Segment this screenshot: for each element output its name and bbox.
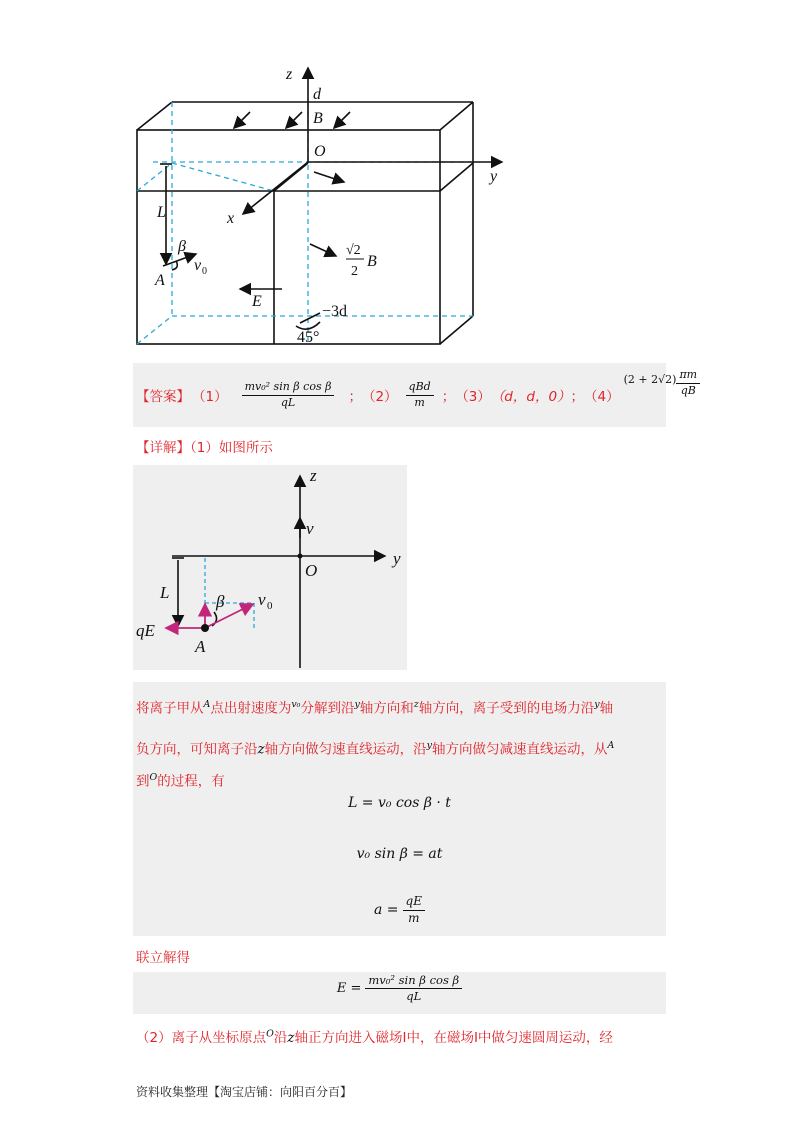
p3-var-O: O [149, 772, 158, 783]
p2-text-a: 负方向，可知离子沿 [136, 741, 258, 758]
fig2-label-v0: v [258, 590, 266, 609]
paragraph-line-1 [136, 688, 664, 726]
label-sqrt2: √2 [346, 243, 361, 258]
fig2-label-v0-sub: 0 [267, 600, 273, 612]
p1-var-y2: y [594, 699, 600, 710]
part2-text-a: （2）离子从坐标原点 [136, 1030, 267, 1046]
fig2-label-y: y [393, 549, 401, 568]
p1-var-z: z [413, 699, 419, 710]
answer-1-denominator: qL [280, 395, 296, 409]
answer-part4-label: （4） [584, 389, 620, 405]
answer-part2-label: （2） [361, 389, 398, 405]
answer-sep-1: ； [348, 389, 362, 405]
combine-equation-fraction [365, 974, 462, 1003]
part2-text-b: 沿 [273, 1030, 288, 1046]
answer-tag: 【答案】 [136, 389, 190, 405]
part2-text-c: 轴正方向进入磁场Ⅰ中，在磁场Ⅰ中做匀速圆周运动，经 [294, 1030, 613, 1046]
figure-1-box-diagram [125, 58, 515, 353]
answer-sep-2: ； [441, 389, 456, 405]
equation-1: L = v₀ cos β · t [348, 795, 451, 811]
answer-part3-label: （3） [455, 389, 491, 405]
p1-text-a: 将离子甲从 [136, 700, 204, 717]
label-A: A [155, 272, 165, 289]
answer-part1-label: （1） [192, 389, 228, 405]
equation-3-numerator: qE [403, 895, 425, 911]
answer-4-coefficient: (2 + 2√2) [623, 373, 677, 386]
equation-3 [133, 895, 666, 926]
label-v0: v [194, 257, 202, 274]
p2-var-A: A [607, 740, 615, 751]
paragraph-line-3 [136, 761, 225, 799]
combine-equation-lhs: E = [336, 981, 362, 997]
combine-equation-numerator: mv₀² sin β cos β [365, 974, 462, 989]
fig2-label-O: O [305, 561, 318, 580]
label-B: B [313, 110, 323, 127]
label-y: y [490, 168, 498, 185]
answer-4-denominator: qB [680, 383, 696, 397]
p1-text-d: 轴方向和 [359, 700, 414, 717]
part2-var-z: z [287, 1030, 295, 1046]
page-footer: 资料收集整理【淘宝店铺：向阳百分百】 [136, 1085, 353, 1099]
part2-line [136, 1026, 613, 1046]
equation-3-denominator: m [408, 910, 420, 925]
answer-4-fraction [676, 369, 700, 397]
label-E: E [252, 293, 262, 310]
answer-2-fraction [406, 381, 434, 409]
fig2-label-beta: β [216, 592, 225, 611]
answer-2-numerator: qBd [406, 381, 434, 396]
p3-text-a: 到 [136, 773, 150, 790]
fig2-label-qE: qE [136, 621, 155, 640]
equation-3-fraction [403, 895, 425, 926]
p1-var-y: y [354, 699, 360, 710]
detail-header [136, 436, 273, 456]
label-B2: B [367, 253, 377, 270]
p1-text-b: 点出射速度为 [210, 700, 292, 717]
p2-var-y: y [426, 740, 432, 751]
detail-tag: 【详解】 [136, 440, 190, 456]
answer-1-numerator: mv₀² sin β cos β [242, 381, 335, 396]
answer-sep-3: ； [570, 389, 585, 405]
figure-2-velocity-diagram [133, 465, 407, 670]
part2-var-O: O [266, 1028, 274, 1040]
label-beta: β [178, 238, 186, 255]
answer-2-denominator: m [414, 395, 425, 409]
label-v0-sub: 0 [202, 266, 207, 277]
combine-equation [133, 974, 666, 1003]
answer-3-value: （d，d，0） [490, 389, 571, 405]
p3-text-b: 的过程，有 [157, 773, 225, 790]
label-d: d [313, 86, 321, 103]
label-45deg: 45° [297, 329, 320, 346]
answer-1-fraction [242, 381, 335, 409]
fig2-label-z: z [310, 466, 317, 485]
label-two: 2 [351, 264, 358, 279]
equation-2: v₀ sin β = at [356, 846, 443, 862]
p1-text-e: 轴方向，离子受到的电场力沿 [418, 700, 595, 717]
p2-text-c: 轴方向做匀减速直线运动，从 [431, 741, 608, 758]
equation-3-lhs: a = [374, 902, 399, 919]
fig2-label-v: v [306, 519, 314, 538]
p1-var-A: A [203, 699, 211, 710]
p1-text-c: 分解到沿 [300, 700, 355, 717]
label-x: x [227, 210, 235, 227]
p1-text-f: 轴 [599, 700, 614, 717]
p2-text-b: 轴方向做匀速直线运动，沿 [264, 741, 427, 758]
label-minus-3d: −3d [322, 303, 348, 320]
detail-intro: （1）如图所示 [190, 440, 273, 456]
label-L: L [157, 204, 166, 221]
p1-var-v0: v₀ [291, 699, 301, 710]
fig2-label-L: L [160, 583, 170, 602]
answer-4-numerator: πm [676, 369, 700, 384]
combine-equation-denominator: qL [406, 989, 422, 1004]
combine-label: 联立解得 [136, 950, 190, 966]
label-O: O [314, 143, 326, 160]
p2-var-z: z [257, 741, 265, 758]
label-z: z [286, 66, 293, 83]
fig2-label-A: A [195, 637, 206, 656]
